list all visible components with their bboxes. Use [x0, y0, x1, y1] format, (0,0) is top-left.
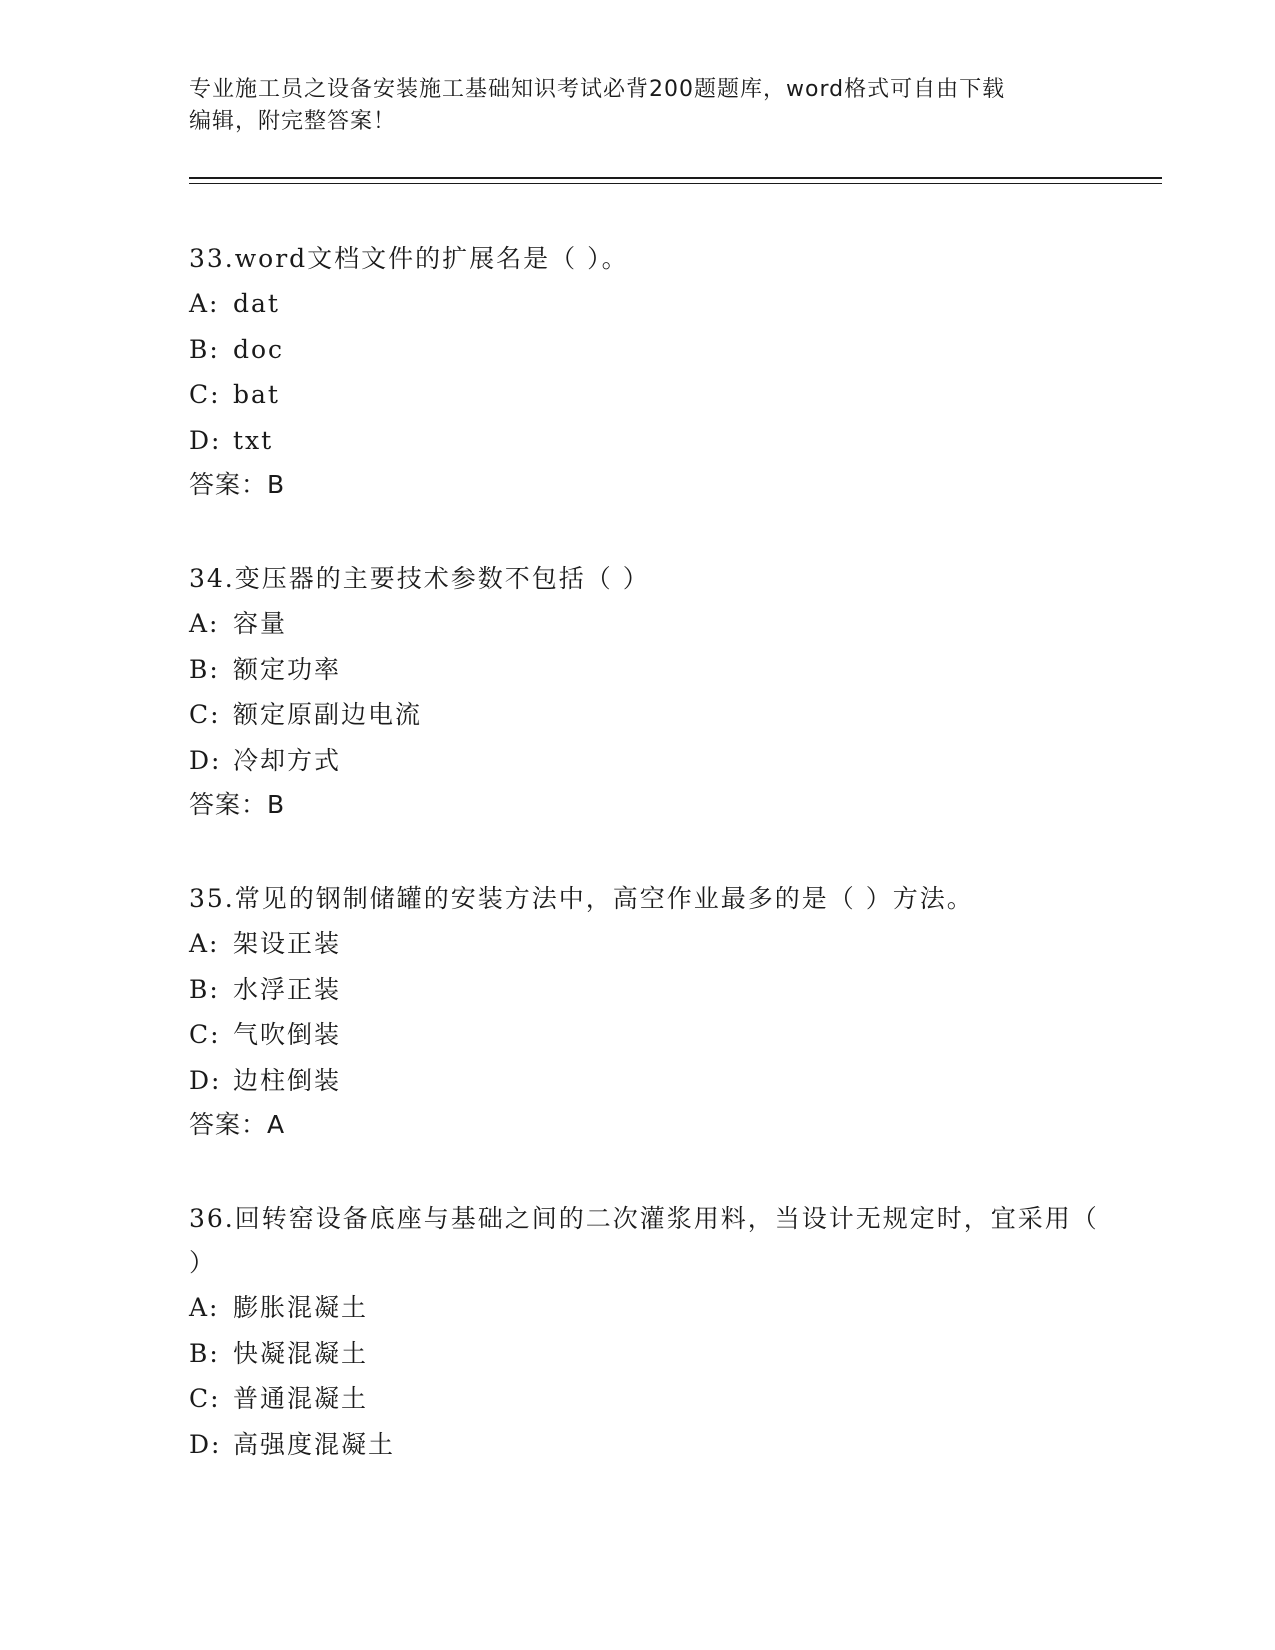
option-key: C:: [189, 700, 221, 729]
option-key: C:: [189, 1020, 221, 1049]
option-d: [189, 418, 1109, 464]
option-text: dat: [233, 289, 280, 318]
option-key: B:: [189, 974, 220, 1004]
header-line-1: 专业施工员之设备安装施工基础知识考试必背200题题库，word格式可自由下载: [189, 77, 1006, 102]
option-a: [189, 921, 1109, 967]
question-text: 常见的钢制储罐的安装方法中，高空作业最多的是（ ）方法。: [234, 884, 974, 913]
option-text: 膨胀混凝土: [233, 1293, 369, 1322]
question-stem: [189, 237, 1109, 281]
option-key: D:: [189, 1429, 222, 1459]
option-b: [189, 327, 1109, 373]
option-c: [189, 1376, 1109, 1422]
header-divider-thick: [189, 177, 1162, 179]
option-text: txt: [233, 425, 274, 455]
option-b: [189, 1331, 1109, 1377]
question-text: 变压器的主要技术参数不包括（ ）: [234, 564, 650, 593]
question-stem: [189, 1197, 1109, 1285]
question-33: [189, 237, 1109, 507]
header-line-2: 编辑，附完整答案！: [189, 109, 397, 134]
option-d: [189, 1058, 1109, 1104]
document-header: [189, 74, 1089, 138]
option-key: B:: [189, 1338, 220, 1368]
question-list: [189, 237, 1109, 1517]
header-divider-thin: [189, 183, 1162, 184]
option-key: A:: [189, 609, 220, 638]
option-text: doc: [233, 334, 285, 364]
question-35: [189, 877, 1109, 1147]
option-key: B:: [189, 654, 220, 684]
option-text: 水浮正装: [233, 974, 342, 1004]
question-number: 33.: [189, 244, 235, 273]
option-text: 气吹倒装: [233, 1020, 342, 1049]
option-text: bat: [233, 380, 280, 409]
option-key: A:: [189, 289, 220, 318]
option-c: [189, 372, 1109, 418]
answer-line: 答案：B: [189, 470, 286, 499]
option-text: 冷却方式: [233, 745, 342, 775]
option-text: 容量: [233, 609, 288, 638]
option-key: D:: [189, 1065, 222, 1095]
answer-line: 答案：B: [189, 790, 286, 819]
option-text: 快凝混凝土: [233, 1338, 369, 1368]
question-stem: [189, 877, 1109, 921]
option-key: C:: [189, 1384, 221, 1413]
option-key: A:: [189, 1293, 220, 1322]
option-c: [189, 692, 1109, 738]
question-36: [189, 1197, 1109, 1467]
option-a: [189, 281, 1109, 327]
question-text: word文档文件的扩展名是（ ）。: [234, 244, 629, 273]
option-text: 额定原副边电流: [233, 700, 423, 729]
option-key: D:: [189, 425, 222, 455]
option-text: 高强度混凝土: [233, 1429, 396, 1459]
answer-line: 答案：A: [189, 1110, 286, 1139]
option-b: [189, 967, 1109, 1013]
option-c: [189, 1012, 1109, 1058]
question-34: [189, 557, 1109, 827]
option-key: D:: [189, 745, 222, 775]
question-text: 回转窑设备底座与基础之间的二次灌浆用料，当设计无规定时，宜采用（ ）: [189, 1204, 1099, 1277]
option-text: 普通混凝土: [233, 1384, 369, 1413]
question-number: 35.: [189, 884, 235, 913]
question-number: 36.: [189, 1204, 235, 1233]
question-stem: [189, 557, 1109, 601]
option-key: A:: [189, 929, 220, 958]
option-d: [189, 1422, 1109, 1468]
option-text: 额定功率: [233, 654, 342, 684]
option-key: C:: [189, 380, 221, 409]
question-number: 34.: [189, 564, 235, 593]
option-b: [189, 647, 1109, 693]
option-d: [189, 738, 1109, 784]
option-a: [189, 601, 1109, 647]
option-text: 边柱倒装: [233, 1065, 342, 1095]
option-text: 架设正装: [233, 929, 342, 958]
option-key: B:: [189, 334, 220, 364]
option-a: [189, 1285, 1109, 1331]
